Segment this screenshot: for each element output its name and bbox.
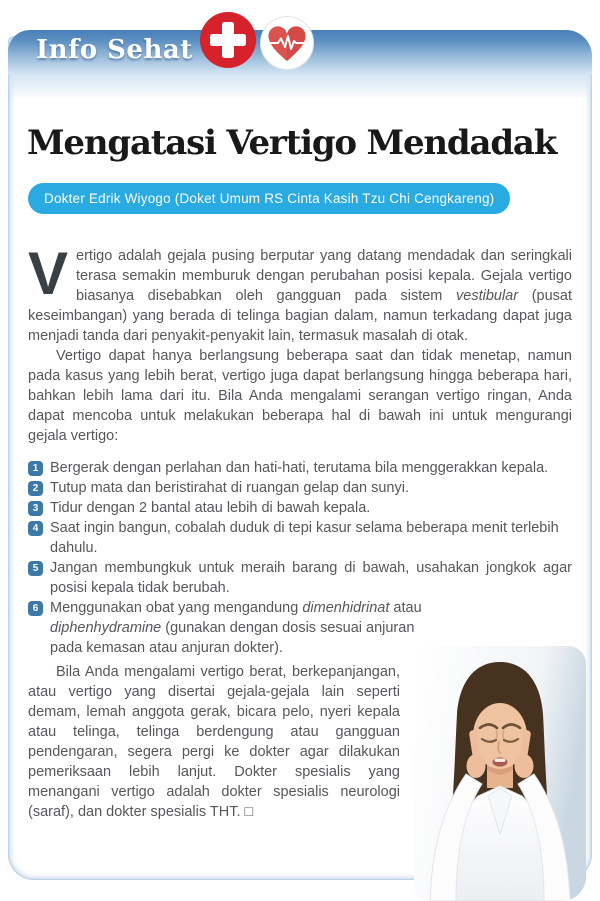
medical-cross-icon <box>199 11 257 69</box>
paragraph-1-text: ertigo adalah gejala pusing berputar yang datang mendadak dan seringkali terasa semakin memburuk dengan perubahan posisi kepala. Gejala vertigo biasanya disebabkan oleh gangguan pada sistem vestibular (pusat keseimbangan) yang berada di telinga bagian dalam, namun terkadang dapat juga menjadi tanda dari penyakit-penyakit lain, termasuk masalah di otak. <box>28 248 572 344</box>
tip-text: Menggunakan obat yang mengandung dimenhidrinat atau diphenhydramine (gunakan dengan dosis sesuai anjuran pada kemasan atau anjuran dokter). <box>50 600 422 656</box>
dropcap-letter: V <box>28 240 69 307</box>
tip-text: Tidur dengan 2 bantal atau lebih di bawah kepala. <box>50 500 371 516</box>
tip-item <box>28 478 572 498</box>
tip-item <box>28 598 442 658</box>
tip-number-badge: 5 <box>28 561 43 576</box>
article-title: Mengatasi Vertigo Mendadak <box>27 122 557 163</box>
tip-number-badge: 1 <box>28 461 43 476</box>
tip-item <box>28 498 572 518</box>
tip-item <box>28 518 572 558</box>
tip-text: Saat ingin bangun, cobalah duduk di tepi kasur selama beberapa menit terlebih dahulu. <box>50 520 559 556</box>
author-byline: Dokter Edrik Wiyogo (Doket Umum RS Cinta Kasih Tzu Chi Cengkareng) <box>28 183 510 214</box>
rubric-title: Info Sehat <box>36 35 193 65</box>
header-band-fade <box>10 74 590 100</box>
tip-item <box>28 558 572 598</box>
tip-text: Tutup mata dan beristirahat di ruangan gelap dan sunyi. <box>50 480 409 496</box>
vertigo-woman-photo <box>414 646 586 901</box>
heartbeat-heart-icon <box>260 16 314 70</box>
tip-number-badge: 2 <box>28 481 43 496</box>
tip-text: Jangan membungkuk untuk meraih barang di bawah, usahakan jongkok agar posisi kepala tidak berubah. <box>50 560 572 596</box>
paragraph-2: Vertigo dapat hanya berlangsung beberapa saat dan tidak menetap, namun pada kasus yang lebih berat, vertigo juga dapat berlangsung hingga beberapa hari, bahkan lebih lama dari itu. Bila Anda mengalami serangan vertigo ringan, Anda dapat mencoba untuk melakukan beberapa hal di bawah ini untuk mengurangi gejala vertigo: <box>28 348 572 444</box>
tips-list <box>28 458 572 658</box>
closing-paragraph: Bila Anda mengalami vertigo berat, berkepanjangan, atau vertigo yang disertai gejala-gejala lain seperti demam, lemah anggota gerak, bicara pelo, nyeri kepala atau telinga, telinga berdengung atau gangguan pendengaran, segera pergi ke dokter agar dilakukan pemeriksaan lebih lanjut. Dokter spesialis yang menangani vertigo adalah dokter spesialis neurologi (saraf), dan dokter spesialis THT. □ <box>28 664 400 820</box>
tip-number-badge: 3 <box>28 501 43 516</box>
tip-number-badge: 4 <box>28 521 43 536</box>
tip-number-badge: 6 <box>28 601 43 616</box>
paragraph-1 <box>28 240 572 346</box>
tip-text: Bergerak dengan perlahan dan hati-hati, terutama bila menggerakkan kepala. <box>50 460 549 476</box>
tip-item <box>28 458 572 478</box>
